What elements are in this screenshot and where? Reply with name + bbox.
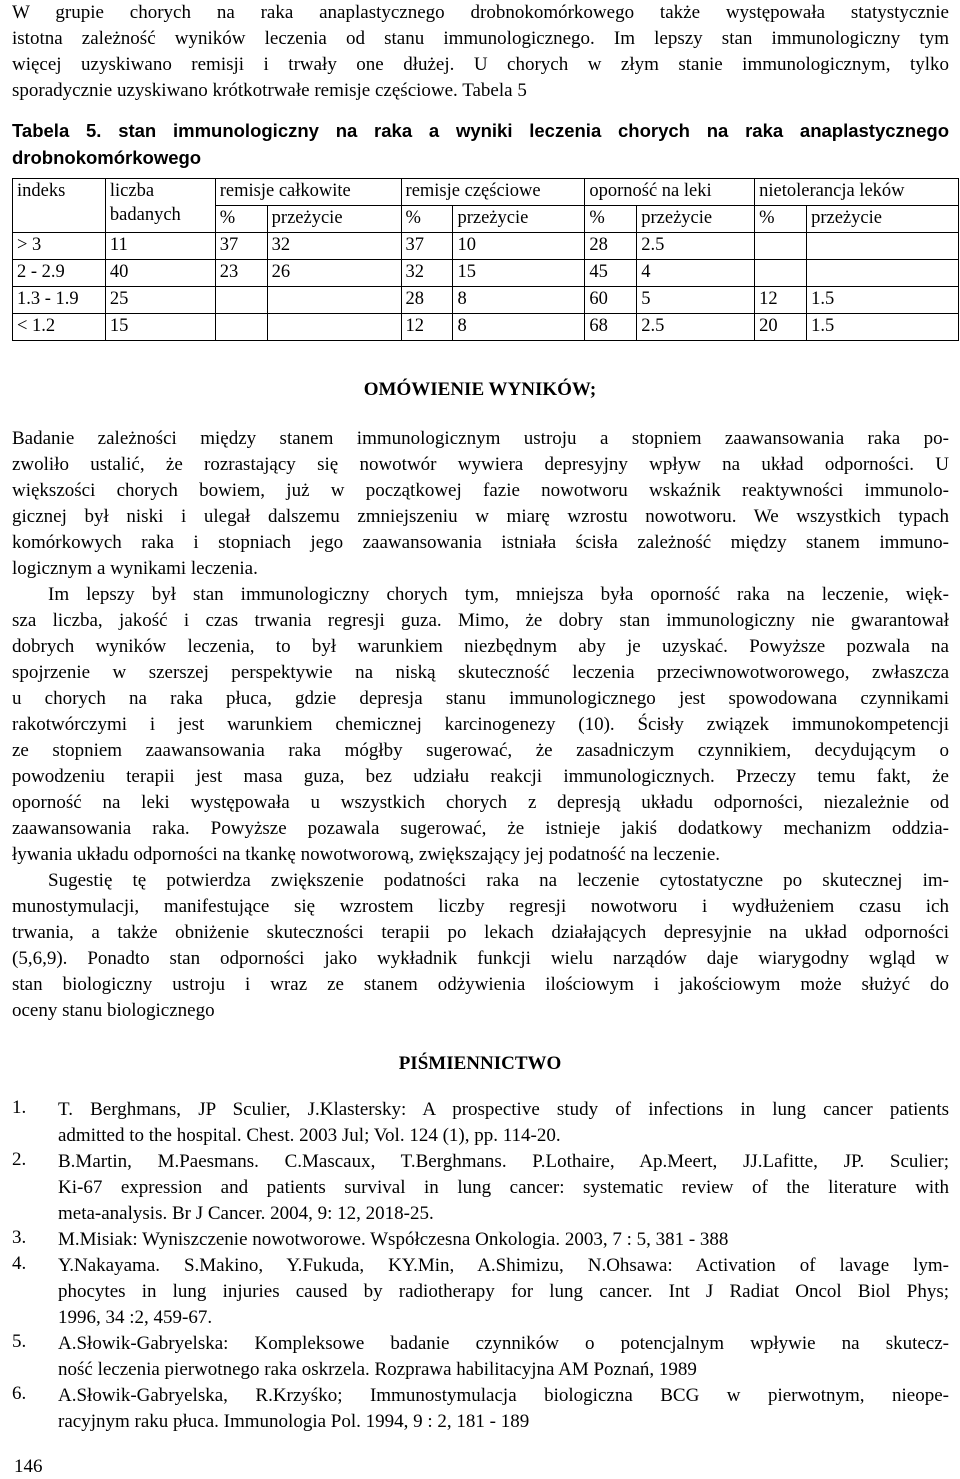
reference-line: T. Berghmans, JP Sculier, J.Klastersky: A prospective study of infections in lung cancer patients <box>58 1099 949 1120</box>
reference-line: M.Misiak: Wyniszczenie nowotworowe. Współczesna Onkologia. 2003, 7 : 5, 381 - 388 <box>58 1229 729 1250</box>
table-cell: 5 <box>637 287 755 314</box>
table-cell: 32 <box>401 260 453 287</box>
reference-line: B.Martin, M.Paesmans. C.Mascaux, T.Berghmans. P.Lothaire, Ap.Meert, JJ.Lafitte, JP. Sculier; <box>58 1151 949 1172</box>
table-cell: 26 <box>267 260 401 287</box>
discussion-line: oporność na leki występowała u wszystkich chorych z depresją układu odporności, niezależnie od <box>12 792 949 813</box>
discussion-line: stan biologiczny ustroju i wraz ze stanem odżywienia ilościowym i jakościowym może służyć do <box>12 974 949 995</box>
table-cell <box>755 260 807 287</box>
subheader-cell: przeżycie <box>637 206 755 233</box>
results-table <box>12 178 959 341</box>
table-cell <box>267 314 401 341</box>
table-cell: 1.3 - 1.9 <box>13 287 106 314</box>
header-group: remisje całkowite <box>215 179 401 206</box>
discussion-line: munostymulacji, manifestujące się wzrostem liczby regresji nowotworu i wydłużeniem czasu ich <box>12 896 949 917</box>
table-cell: 2.5 <box>637 233 755 260</box>
subheader-cell: % <box>401 206 453 233</box>
table-cell: 15 <box>453 260 585 287</box>
discussion-line: Im lepszy był stan immunologiczny chorych tym, mniejsza była oporność raka na leczenie, więk- <box>48 584 949 605</box>
table-cell: 2 - 2.9 <box>13 260 106 287</box>
table-header-row <box>13 179 959 206</box>
reference-line: phocytes in lung injuries caused by radiotherapy for lung cancer. Int J Radiat Oncol Biol Phys; <box>58 1281 949 1302</box>
table-cell: 37 <box>401 233 453 260</box>
table-cell: 60 <box>585 287 637 314</box>
page-number: 146 <box>14 1456 43 1477</box>
discussion-line: Badanie zależności między stanem immunologicznym ustroju a stopniem zaawansowania raka po- <box>12 428 949 449</box>
intro-paragraph <box>12 0 949 104</box>
table-cell <box>807 260 959 287</box>
discussion-line: sza liczba, jakość i czas trwania regresji guza. Mimo, że dobry stan immunologiczny nie gwarantował <box>12 610 949 631</box>
header-index: indeks <box>13 179 106 233</box>
table-row <box>13 233 959 260</box>
table-cell <box>215 287 267 314</box>
discussion-line: (5,6,9). Ponadto stan odporności jako wykładnik funkcji wielu narządów daje wiarygodny wgląd w <box>12 948 949 969</box>
discussion-line: spojrzenie w szerszej perspektywie na niską skuteczność leczenia przeciwnowotworowego, zwłaszcza <box>12 662 949 683</box>
table-cell: 25 <box>105 287 215 314</box>
caption-line: Tabela 5. stan immunologiczny na raka a wyniki leczenia chorych na raka anaplastycznego <box>12 120 949 141</box>
table-cell: < 1.2 <box>13 314 106 341</box>
table-cell: 40 <box>105 260 215 287</box>
discussion-line: dobrych wyników leczenia, to był warunkiem niezbędnym aby je uzyskać. Powyższe pozwala na <box>12 636 949 657</box>
reference-number: 1. <box>12 1097 27 1118</box>
table-cell: 23 <box>215 260 267 287</box>
discussion-line: zwoliło ustalić, że rozrastający się nowotwór wywiera depresyjny wpływ na układ odporności. U <box>12 454 949 475</box>
subheader-cell: % <box>215 206 267 233</box>
reference-number: 2. <box>12 1149 27 1170</box>
table-cell: > 3 <box>13 233 106 260</box>
subheader-cell: przeżycie <box>267 206 401 233</box>
reference-item <box>12 1331 949 1383</box>
header-count-line: badanych <box>109 205 181 225</box>
table-cell <box>215 314 267 341</box>
table-cell: 2.5 <box>637 314 755 341</box>
reference-line: admitted to the hospital. Chest. 2003 Jul; Vol. 124 (1), pp. 114-20. <box>58 1125 561 1146</box>
reference-line: 1996, 34 :2, 459-67. <box>58 1307 213 1328</box>
table-cell: 10 <box>453 233 585 260</box>
header-group: oporność na leki <box>585 179 755 206</box>
table-caption <box>12 117 949 171</box>
table-row <box>13 260 959 287</box>
discussion-line: większości chorych bowiem, już w początkowej fazie nowotworu wskaźnik reaktywności immunolo- <box>12 480 949 501</box>
references-list <box>12 1097 949 1435</box>
table-cell: 28 <box>585 233 637 260</box>
reference-item <box>12 1383 949 1435</box>
subheader-cell: % <box>585 206 637 233</box>
table-cell: 68 <box>585 314 637 341</box>
reference-number: 5. <box>12 1331 27 1352</box>
reference-line: A.Słowik-Gabryelska: Kompleksowe badanie czynników o potencjalnym wpływie na skutecz- <box>58 1333 949 1354</box>
discussion-line: ływania układu odporności na tkankę nowotworową, zwiększający jej podatność na leczenie. <box>12 844 721 865</box>
header-count <box>105 179 215 233</box>
discussion-line: trwania, a także obniżenie skuteczności terapii po lekach działających depresyjnie na układ odporności <box>12 922 949 943</box>
discussion-line: powodzeniu terapii jest masa guza, bez udziału reakcji immunologicznych. Przeczy temu fakt, że <box>12 766 949 787</box>
discussion-line: komórkowych raka i stopniach jego zaawansowania istniała ścisła zależność między stanem immuno- <box>12 532 949 553</box>
table-row <box>13 287 959 314</box>
discussion-line: zaawansowania raka. Powyższe pozawala sugerować, że istnieje jakiś dodatkowy mechanizm oddzia- <box>12 818 949 839</box>
table-cell: 8 <box>453 287 585 314</box>
table-cell: 1.5 <box>807 314 959 341</box>
reference-line: meta-analysis. Br J Cancer. 2004, 9: 12, 2018-25. <box>58 1203 434 1224</box>
discussion-line: oceny stanu biologicznego <box>12 1000 215 1021</box>
reference-line: ność leczenia pierwotnego raka oskrzela. Rozprawa habilitacyjna AM Poznań, 1989 <box>58 1359 697 1380</box>
discussion-text <box>12 426 949 1024</box>
reference-line: A.Słowik-Gabryelska, R.Krzyśko; Immunostymulacja biologiczna BCG w pierwotnym, nieope- <box>58 1385 949 1406</box>
table-cell: 12 <box>755 287 807 314</box>
reference-line: Y.Nakayama. S.Makino, Y.Fukuda, KY.Min, A.Shimizu, N.Ohsawa: Activation of lavage lym- <box>58 1255 949 1276</box>
intro-line: istotna zależność wyników leczenia od stanu immunologicznego. Im lepszy stan immunologiczny tym <box>12 28 949 49</box>
table-cell: 28 <box>401 287 453 314</box>
table-cell: 37 <box>215 233 267 260</box>
reference-number: 3. <box>12 1227 27 1248</box>
discussion-line: rakotwórczymi i jest warunkiem chemicznej karcinogenezy (10). Ścisły związek immunokompetencji <box>12 714 949 735</box>
intro-line: sporadycznie uzyskiwano krótkotrwałe remisje częściowe. Tabela 5 <box>12 80 527 101</box>
header-group: nietolerancja leków <box>755 179 959 206</box>
table-cell: 12 <box>401 314 453 341</box>
reference-line: Ki-67 expression and patients survival in lung cancer: systematic review of the literature with <box>58 1177 949 1198</box>
table-cell: 20 <box>755 314 807 341</box>
reference-item <box>12 1149 949 1227</box>
reference-item <box>12 1227 949 1253</box>
header-group: remisje częściowe <box>401 179 585 206</box>
table-cell: 8 <box>453 314 585 341</box>
subheader-cell: przeżycie <box>453 206 585 233</box>
intro-line: więcej uzyskiwano remisji i trwały one dłużej. U chorych w złym stanie immunologicznym, tylko <box>12 54 949 75</box>
discussion-line: u chorych na raka płuca, gdzie depresja stanu immunologicznego jest spowodowana czynnikami <box>12 688 949 709</box>
table-cell: 11 <box>105 233 215 260</box>
table-cell: 4 <box>637 260 755 287</box>
reference-number: 4. <box>12 1253 27 1274</box>
table-cell: 32 <box>267 233 401 260</box>
table-cell: 45 <box>585 260 637 287</box>
table-row <box>13 314 959 341</box>
references-title: PIŚMIENNICTWO <box>398 1053 562 1074</box>
table-cell <box>755 233 807 260</box>
discussion-line: ze stopniem zaawansowania raka mógłby sugerować, że zasadniczym czynnikiem, decydującym o <box>12 740 949 761</box>
reference-item <box>12 1097 949 1149</box>
reference-number: 6. <box>12 1383 27 1404</box>
discussion-title: OMÓWIENIE WYNIKÓW; <box>363 379 597 400</box>
subheader-cell: przeżycie <box>807 206 959 233</box>
discussion-line: Sugestię tę potwierdza zwiększenie podatności raka na leczenie cytostatyczne po skutecznej im- <box>48 870 949 891</box>
reference-item <box>12 1253 949 1331</box>
table-cell: 15 <box>105 314 215 341</box>
subheader-cell: % <box>755 206 807 233</box>
caption-line: drobnokomórkowego <box>12 147 202 168</box>
discussion-line: gicznej był niski i ulegał dalszemu zmniejszeniu w miarę wzrostu nowotworu. We wszystkich typach <box>12 506 949 527</box>
discussion-line: logicznym a wynikami leczenia. <box>12 558 258 579</box>
table-cell <box>267 287 401 314</box>
header-count-line: liczba <box>109 181 155 201</box>
table-cell: 1.5 <box>807 287 959 314</box>
table-cell <box>807 233 959 260</box>
intro-line: W grupie chorych na raka anaplastycznego drobnokomórkowego także występowała statystycznie <box>12 2 949 23</box>
reference-line: racyjnym raku płuca. Immunologia Pol. 1994, 9 : 2, 181 - 189 <box>58 1411 530 1432</box>
table-body <box>13 233 959 341</box>
